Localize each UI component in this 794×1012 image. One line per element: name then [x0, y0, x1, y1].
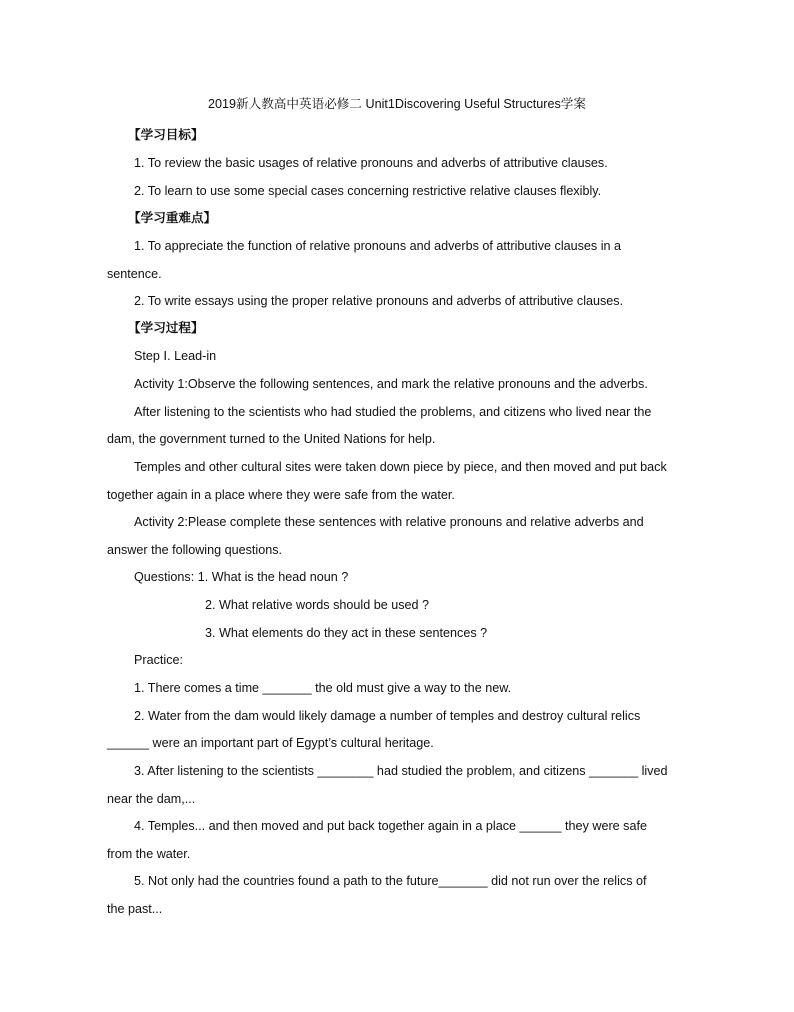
activity-instruction-continued: answer the following questions. — [107, 543, 283, 557]
example-sentence-continued: dam, the government turned to the United Nations for help. — [107, 432, 436, 446]
step-label: Step Ⅰ. Lead-in — [134, 349, 217, 363]
practice-item-continued: the past... — [107, 902, 163, 916]
objective-item: 2. To learn to use some special cases concerning restrictive relative clauses flexibly. — [134, 184, 602, 198]
practice-label: Practice: — [134, 653, 183, 667]
objectives-heading: 【学习目标】 — [128, 127, 204, 142]
question-item: 3. What elements do they act in these sentences ? — [205, 626, 488, 640]
practice-item: 3. After listening to the scientists ________ had studied the problem, and citizens _______ lived — [134, 764, 668, 778]
activity-instruction: Activity 2:Please complete these sentences with relative pronouns and relative adverbs and — [134, 515, 644, 529]
question-item: 2. What relative words should be used ? — [205, 598, 430, 612]
practice-item: 1. There comes a time _______ the old must give a way to the new. — [134, 681, 512, 695]
example-sentence: Temples and other cultural sites were taken down piece by piece, and then moved and put back — [134, 460, 667, 474]
objective-item: 1. To review the basic usages of relative pronouns and adverbs of attributive clauses. — [134, 156, 608, 170]
practice-item: 4. Temples... and then moved and put back together again in a place ______ they were safe — [134, 819, 647, 833]
activity-instruction: Activity 1:Observe the following sentences, and mark the relative pronouns and the adverbs. — [134, 377, 648, 391]
key-point-item-continued: sentence. — [107, 267, 162, 281]
key-point-item: 2. To write essays using the proper relative pronouns and adverbs of attributive clauses. — [134, 294, 624, 308]
practice-item: 2. Water from the dam would likely damage a number of temples and destroy cultural relics — [134, 709, 641, 723]
practice-item: 5. Not only had the countries found a path to the future_______ did not run over the relics of — [134, 874, 647, 888]
key-points-heading: 【学习重难点】 — [128, 210, 217, 225]
practice-item-continued: ______ were an important part of Egypt’s cultural heritage. — [107, 736, 434, 750]
example-sentence: After listening to the scientists who had studied the problems, and citizens who lived near the — [134, 405, 652, 419]
example-sentence-continued: together again in a place where they were safe from the water. — [107, 488, 455, 502]
key-point-item: 1. To appreciate the function of relative pronouns and adverbs of attributive clauses in a — [134, 239, 622, 253]
practice-item-continued: from the water. — [107, 847, 191, 861]
process-heading: 【学习过程】 — [128, 320, 204, 335]
question-item: Questions: 1. What is the head noun ? — [134, 570, 349, 584]
practice-item-continued: near the dam,... — [107, 792, 196, 806]
page-title: 2019新人教高中英语必修二 Unit1Discovering Useful Structures学案 — [208, 97, 586, 111]
